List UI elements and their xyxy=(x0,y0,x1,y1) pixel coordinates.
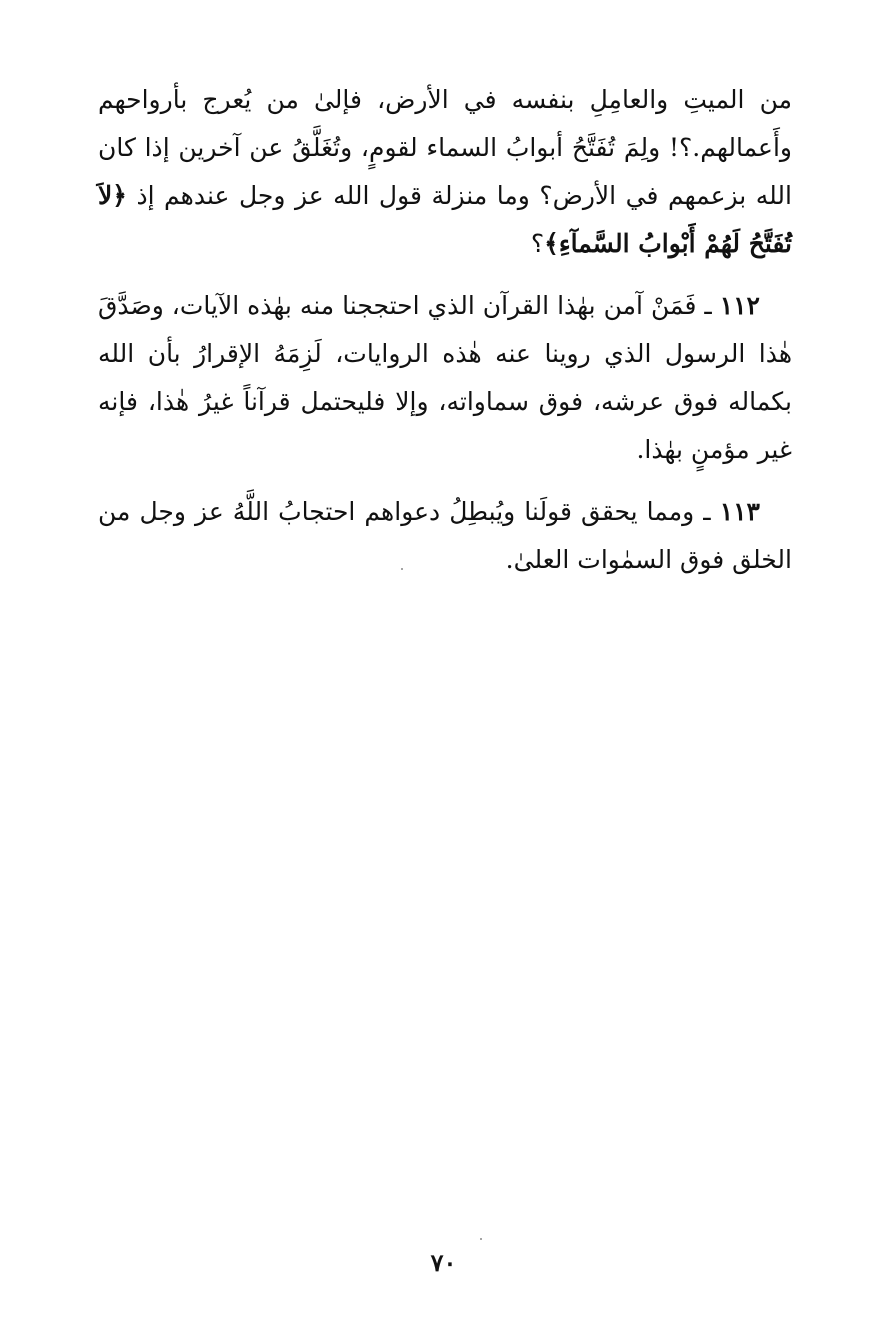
paragraph-113-text: ـ ومما يحقق قولَنا ويُبطِلُ دعواهم احتجابُ اللَّهُ عز وجل من الخلق فوق السمٰوات العلىٰ. xyxy=(98,497,792,574)
paragraph-113 xyxy=(98,488,792,584)
paragraph-1 xyxy=(98,76,792,268)
paragraph-112-text: ـ فَمَنْ آمن بهٰذا القرآن الذي احتججنا منه بهٰذه الآيات، وصَدَّقَ هٰذا الرسول الذي روينا عنه هٰذه الروايات، لَزِمَهُ الإقرارُ بأن الله بكماله فوق عرشه، فوق سماواته، وإلا فليحتمل قرآناً غيرُ هٰذا، فإنه غير مؤمنٍ بهٰذا. xyxy=(98,291,792,464)
paragraph-number: ١١٣ xyxy=(719,497,760,526)
quran-verse: ﴿لاَ تُفَتَّحُ لَهُمْ أَبْوابُ السَّمآءِ﴾ xyxy=(98,181,792,258)
scan-speck xyxy=(401,568,403,570)
page-body xyxy=(98,76,792,584)
page-number: ٧٠ xyxy=(430,1248,457,1277)
paragraph-1-text: من الميتِ والعامِلِ بنفسه في الأرض، فإلىٰ من يُعرج بأرواحهم وأَعمالهم.؟! ولِمَ تُفَتَّحُ أبوابُ السماء لقومٍ، وتُغَلَّقُ عن آخرين إذا كان الله بزعمهم في الأرض؟ وما منزلة قول الله عز وجل عندهم إذ xyxy=(98,85,792,210)
scan-speck xyxy=(480,1238,482,1240)
paragraph-112 xyxy=(98,282,792,474)
paragraph-1-end: ؟ xyxy=(530,229,545,258)
paragraph-number: ١١٢ xyxy=(719,291,760,320)
